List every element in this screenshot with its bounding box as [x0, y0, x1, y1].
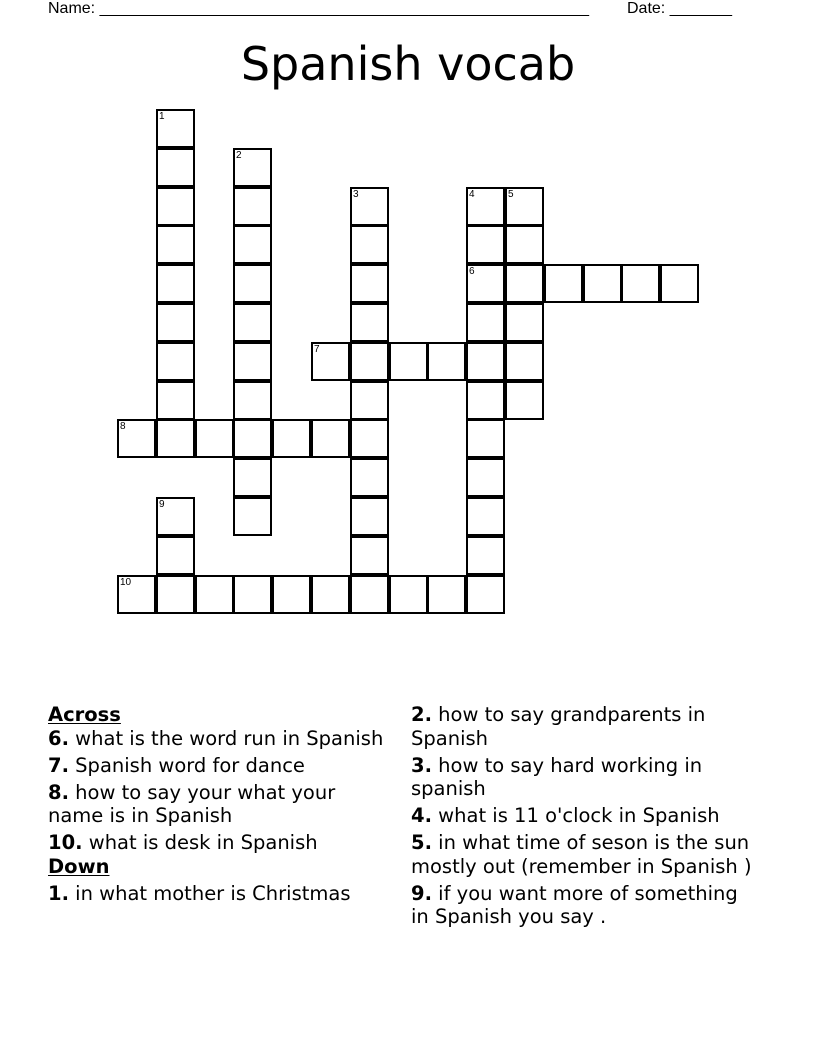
- grid-cell[interactable]: [233, 187, 272, 226]
- grid-cell[interactable]: [466, 342, 505, 381]
- clue-number: 6.: [48, 726, 69, 750]
- grid-cell[interactable]: [233, 458, 272, 497]
- clue-number: 9.: [411, 881, 432, 905]
- cell-number: 2: [236, 150, 242, 161]
- cell-number: 9: [159, 499, 165, 510]
- grid-cell[interactable]: [505, 264, 544, 303]
- cell-number: 10: [120, 577, 132, 588]
- clue-text: what is 11 o'clock in Spanish: [431, 804, 720, 827]
- cell-number: 8: [120, 421, 126, 432]
- grid-cell[interactable]: [156, 419, 195, 458]
- grid-cell[interactable]: [117, 419, 156, 458]
- grid-cell[interactable]: [233, 303, 272, 342]
- grid-cell[interactable]: [466, 419, 505, 458]
- cell-number: 6: [469, 266, 475, 277]
- grid-cell[interactable]: [156, 225, 195, 264]
- clue-text: what is the word run in Spanish: [68, 726, 384, 750]
- grid-cell[interactable]: [466, 264, 505, 303]
- page-title: Spanish vocab: [240, 37, 576, 91]
- grid-cell[interactable]: [117, 575, 156, 614]
- cell-number: 1: [159, 111, 165, 122]
- grid-cell[interactable]: [311, 575, 350, 614]
- clue-number: 10.: [48, 831, 83, 854]
- grid-cell[interactable]: [350, 497, 389, 536]
- clue-down-2: [411, 703, 756, 750]
- grid-cell[interactable]: [233, 575, 272, 614]
- cell-number: 5: [508, 189, 514, 200]
- grid-cell[interactable]: [350, 187, 389, 226]
- clue-text: what is desk in Spanish: [82, 831, 318, 854]
- clue-text: Spanish word for dance: [68, 753, 305, 777]
- clue-text: in what mother is Christmas: [68, 881, 351, 905]
- clue-down-5: [411, 831, 756, 878]
- grid-cell[interactable]: [350, 264, 389, 303]
- grid-cell[interactable]: [505, 381, 544, 420]
- name-field: Name: _______________________________________________________: [48, 0, 589, 17]
- grid-cell[interactable]: [156, 187, 195, 226]
- grid-cell[interactable]: [156, 342, 195, 381]
- across-heading: Across: [48, 703, 121, 726]
- grid-cell[interactable]: [350, 458, 389, 497]
- clue-across-7: [48, 754, 393, 778]
- grid-cell[interactable]: [350, 575, 389, 614]
- clue-number: 2.: [411, 703, 432, 726]
- grid-cell[interactable]: [466, 303, 505, 342]
- cell-number: 4: [469, 189, 475, 200]
- grid-cell[interactable]: [233, 497, 272, 536]
- grid-cell[interactable]: [466, 575, 505, 614]
- grid-cell[interactable]: [350, 419, 389, 458]
- grid-cell[interactable]: [350, 536, 389, 575]
- grid-cell[interactable]: [156, 536, 195, 575]
- clue-number: 7.: [48, 753, 69, 777]
- grid-cell[interactable]: [156, 381, 195, 420]
- grid-cell[interactable]: [505, 303, 544, 342]
- grid-cell[interactable]: [466, 187, 505, 226]
- grid-cell[interactable]: [466, 458, 505, 497]
- grid-cell[interactable]: [505, 225, 544, 264]
- grid-cell[interactable]: [350, 381, 389, 420]
- grid-cell[interactable]: [156, 575, 195, 614]
- grid-cell[interactable]: [389, 342, 428, 381]
- grid-cell[interactable]: [427, 575, 466, 614]
- grid-cell[interactable]: [156, 303, 195, 342]
- cell-number: 7: [314, 344, 320, 355]
- grid-cell[interactable]: [350, 225, 389, 264]
- clue-text: how to say hard working in spanish: [411, 753, 703, 800]
- grid-cell[interactable]: [311, 342, 350, 381]
- grid-cell[interactable]: [505, 342, 544, 381]
- grid-cell[interactable]: [466, 381, 505, 420]
- grid-cell[interactable]: [233, 225, 272, 264]
- clue-across-8: [48, 781, 393, 828]
- grid-cell[interactable]: [195, 575, 234, 614]
- grid-cell[interactable]: [272, 419, 311, 458]
- clue-across-10: [48, 831, 393, 855]
- clues-right-column: [411, 703, 756, 932]
- clues-left-column: [48, 703, 393, 909]
- grid-cell[interactable]: [233, 264, 272, 303]
- grid-cell[interactable]: [466, 536, 505, 575]
- grid-cell[interactable]: [350, 342, 389, 381]
- clue-number: 5.: [411, 831, 432, 854]
- clue-down-9: [411, 882, 756, 929]
- grid-cell[interactable]: [583, 264, 622, 303]
- grid-cell[interactable]: [156, 497, 195, 536]
- grid-cell[interactable]: [195, 419, 234, 458]
- grid-cell[interactable]: [233, 342, 272, 381]
- grid-cell[interactable]: [544, 264, 583, 303]
- clue-down-1: [48, 882, 393, 906]
- clue-number: 3.: [411, 753, 432, 777]
- clue-down-4: [411, 804, 756, 828]
- clue-down-3: [411, 754, 756, 801]
- grid-cell[interactable]: [156, 148, 195, 187]
- clue-across-6: [48, 727, 393, 751]
- date-field: Date: _______: [627, 0, 732, 17]
- grid-cell[interactable]: [156, 264, 195, 303]
- clue-number: 4.: [411, 804, 432, 827]
- grid-cell[interactable]: [272, 575, 311, 614]
- grid-cell[interactable]: [350, 303, 389, 342]
- clue-number: 8.: [48, 780, 69, 804]
- grid-cell[interactable]: [466, 225, 505, 264]
- clue-text: if you want more of something in Spanish you say .: [411, 881, 738, 928]
- down-heading: Down: [48, 854, 110, 878]
- grid-cell[interactable]: [233, 148, 272, 187]
- grid-cell[interactable]: [389, 575, 428, 614]
- clue-number: 1.: [48, 881, 69, 905]
- grid-cell[interactable]: [233, 419, 272, 458]
- grid-cell[interactable]: [311, 419, 350, 458]
- clue-text: how to say your what your name is in Spanish: [48, 780, 336, 827]
- clue-text: how to say grandparents in Spanish: [411, 703, 706, 750]
- cell-number: 3: [353, 189, 359, 200]
- grid-cell[interactable]: [156, 109, 195, 148]
- grid-cell[interactable]: [505, 187, 544, 226]
- grid-cell[interactable]: [660, 264, 699, 303]
- clue-text: in what time of seson is the sun mostly out (remember in Spanish ): [411, 831, 752, 878]
- grid-cell[interactable]: [233, 381, 272, 420]
- grid-cell[interactable]: [466, 497, 505, 536]
- grid-cell[interactable]: [621, 264, 660, 303]
- grid-cell[interactable]: [427, 342, 466, 381]
